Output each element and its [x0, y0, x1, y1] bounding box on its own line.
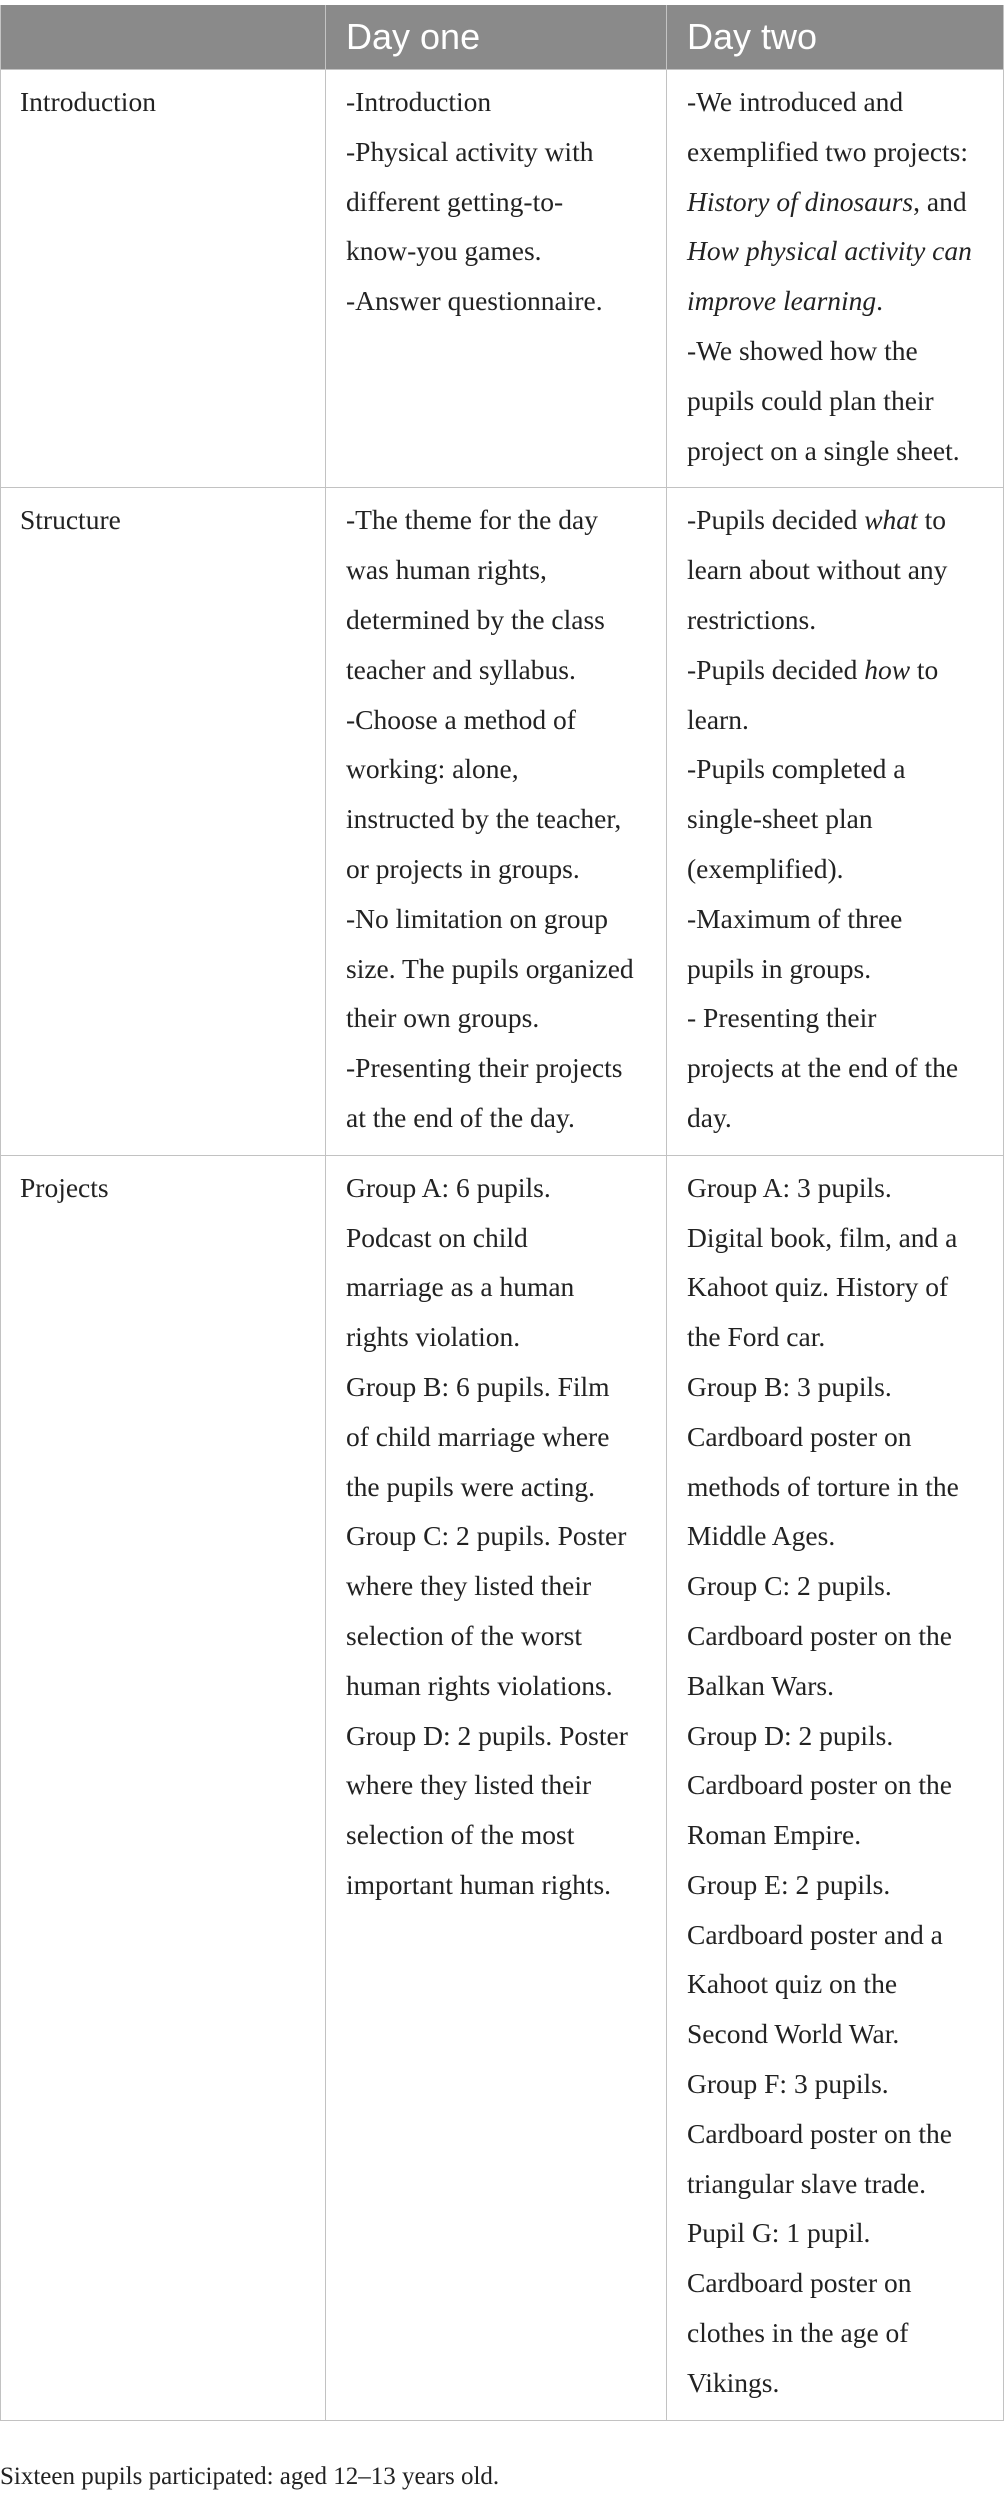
row-label-structure: [1, 488, 326, 1155]
text-line: -We showed how the: [687, 334, 918, 366]
text-line: - Presenting their: [687, 1002, 877, 1034]
table-row-introduction: [1, 70, 1004, 488]
text-line: Group E: 2 pupils.: [687, 1868, 891, 1900]
text-line: pupils could plan their: [687, 384, 934, 416]
text-fragment: to: [910, 653, 939, 685]
text-line: (exemplified).: [687, 852, 844, 884]
text-line: [687, 276, 993, 326]
text-fragment: , and: [913, 185, 967, 217]
text-line: Group A: 3 pupils.: [687, 1171, 892, 1203]
table-body: [1, 70, 1004, 2421]
text-line: -We introduced and: [687, 86, 904, 117]
cell-introduction-day-two: [667, 70, 1004, 488]
text-line: Digital book, film, and a: [687, 1221, 958, 1253]
table-footnote: Sixteen pupils participated: aged 12–13 years old.: [0, 2463, 500, 2490]
text-line: -Physical activity with: [346, 135, 594, 167]
text-line: marriage as a human: [346, 1271, 575, 1303]
text-line: learn.: [687, 703, 749, 735]
comparison-table: [0, 5, 1004, 2421]
text-line: Kahoot quiz on the: [687, 1968, 898, 2000]
text-line: methods of torture in the: [687, 1470, 959, 1502]
row-label-text: Projects: [20, 1171, 109, 1203]
text-line: [687, 495, 993, 545]
text-line: Group B: 6 pupils. Film: [346, 1370, 610, 1402]
text-line: clothes in the age of: [687, 2317, 909, 2349]
text-line: project on a single sheet.: [687, 434, 960, 466]
text-line: selection of the most: [346, 1819, 575, 1851]
cell-structure-day-one: [326, 488, 667, 1155]
text-line: -No limitation on group: [346, 902, 608, 934]
text-line: their own groups.: [346, 1002, 540, 1034]
text-line: -Introduction: [346, 86, 492, 117]
header-day-two: Day two: [667, 5, 1004, 70]
text-line: Roman Empire.: [687, 1819, 862, 1851]
text-line: Balkan Wars.: [687, 1669, 834, 1701]
text-line: or projects in groups.: [346, 852, 580, 884]
text-fragment: .: [876, 285, 884, 317]
text-line: at the end of the day.: [346, 1101, 575, 1133]
text-line: triangular slave trade.: [687, 2167, 926, 2199]
row-label-text: Introduction: [20, 86, 156, 117]
text-line: Group A: 6 pupils.: [346, 1171, 551, 1203]
text-line: working: alone,: [346, 753, 519, 785]
table-row-projects: [1, 1155, 1004, 2420]
text-line: restrictions.: [687, 603, 817, 635]
text-line: [687, 177, 993, 227]
text-line: Middle Ages.: [687, 1520, 836, 1552]
text-fragment: -Pupils decided: [687, 653, 865, 685]
text-line: Vikings.: [687, 2366, 780, 2398]
table-header: [1, 5, 1004, 70]
text-line: Group D: 2 pupils. Poster: [346, 1719, 628, 1751]
text-line: Pupil G: 1 pupil.: [687, 2217, 871, 2249]
emphasis-how: how: [864, 653, 911, 685]
text-line: Cardboard poster on: [687, 1420, 912, 1452]
row-label-text: Structure: [20, 504, 121, 536]
text-line: Cardboard poster on the: [687, 2117, 952, 2149]
header-blank-cell: [1, 5, 326, 70]
header-row: [1, 5, 1004, 70]
text-line: Cardboard poster on the: [687, 1619, 952, 1651]
text-line: Group F: 3 pupils.: [687, 2068, 889, 2100]
text-line: exemplified two projects:: [687, 135, 969, 167]
text-line: -The theme for the day: [346, 504, 598, 536]
text-line: teacher and syllabus.: [346, 653, 576, 685]
text-fragment: to: [917, 504, 946, 536]
text-fragment: -Pupils decided: [687, 504, 865, 536]
text-line: know-you games.: [346, 235, 542, 267]
text-line: -Maximum of three: [687, 902, 903, 934]
text-line: learn about without any: [687, 554, 948, 586]
text-line: the pupils were acting.: [346, 1470, 595, 1502]
text-line: Podcast on child: [346, 1221, 528, 1253]
text-line: the Ford car.: [687, 1321, 826, 1353]
project-title-emphasis: improve learning: [687, 285, 877, 317]
project-title-emphasis: How physical activity can: [687, 235, 972, 267]
text-line: Group C: 2 pupils.: [687, 1570, 892, 1602]
text-line: Kahoot quiz. History of: [687, 1271, 949, 1303]
text-line: important human rights.: [346, 1868, 612, 1900]
text-line: where they listed their: [346, 1570, 592, 1602]
text-line: where they listed their: [346, 1769, 592, 1801]
text-line: [687, 226, 993, 276]
text-line: Group D: 2 pupils.: [687, 1719, 894, 1751]
text-line: day.: [687, 1101, 732, 1133]
text-line: selection of the worst: [346, 1619, 582, 1651]
text-line: Cardboard poster on: [687, 2267, 912, 2299]
text-line: Cardboard poster on the: [687, 1769, 952, 1801]
text-line: -Choose a method of: [346, 703, 576, 735]
cell-projects-day-one: [326, 1155, 667, 2420]
project-title-emphasis: History of dinosaurs: [687, 185, 914, 217]
header-day-one: Day one: [326, 5, 667, 70]
text-line: pupils in groups.: [687, 952, 872, 984]
text-line: was human rights,: [346, 554, 547, 586]
emphasis-what: what: [864, 504, 918, 536]
row-label-introduction: [1, 70, 326, 488]
table-row-structure: [1, 488, 1004, 1155]
text-line: Group B: 3 pupils.: [687, 1370, 892, 1402]
text-line: -Pupils completed a: [687, 753, 906, 785]
text-line: human rights violations.: [346, 1669, 613, 1701]
text-line: Second World War.: [687, 2018, 900, 2050]
cell-projects-day-two: [667, 1155, 1004, 2420]
cell-introduction-day-one: [326, 70, 667, 488]
text-line: single-sheet plan: [687, 803, 873, 835]
text-line: rights violation.: [346, 1321, 521, 1353]
text-line: determined by the class: [346, 603, 605, 635]
row-label-projects: [1, 1155, 326, 2420]
text-line: projects at the end of the: [687, 1052, 959, 1084]
text-line: -Answer questionnaire.: [346, 285, 603, 317]
text-line: different getting-to-: [346, 185, 564, 217]
text-line: of child marriage where: [346, 1420, 610, 1452]
text-line: size. The pupils organized: [346, 952, 634, 984]
cell-structure-day-two: [667, 488, 1004, 1155]
text-line: -Presenting their projects: [346, 1052, 623, 1084]
text-line: instructed by the teacher,: [346, 803, 622, 835]
text-line: Cardboard poster and a: [687, 1918, 943, 1950]
text-line: Group C: 2 pupils. Poster: [346, 1520, 627, 1552]
text-line: [687, 645, 993, 695]
